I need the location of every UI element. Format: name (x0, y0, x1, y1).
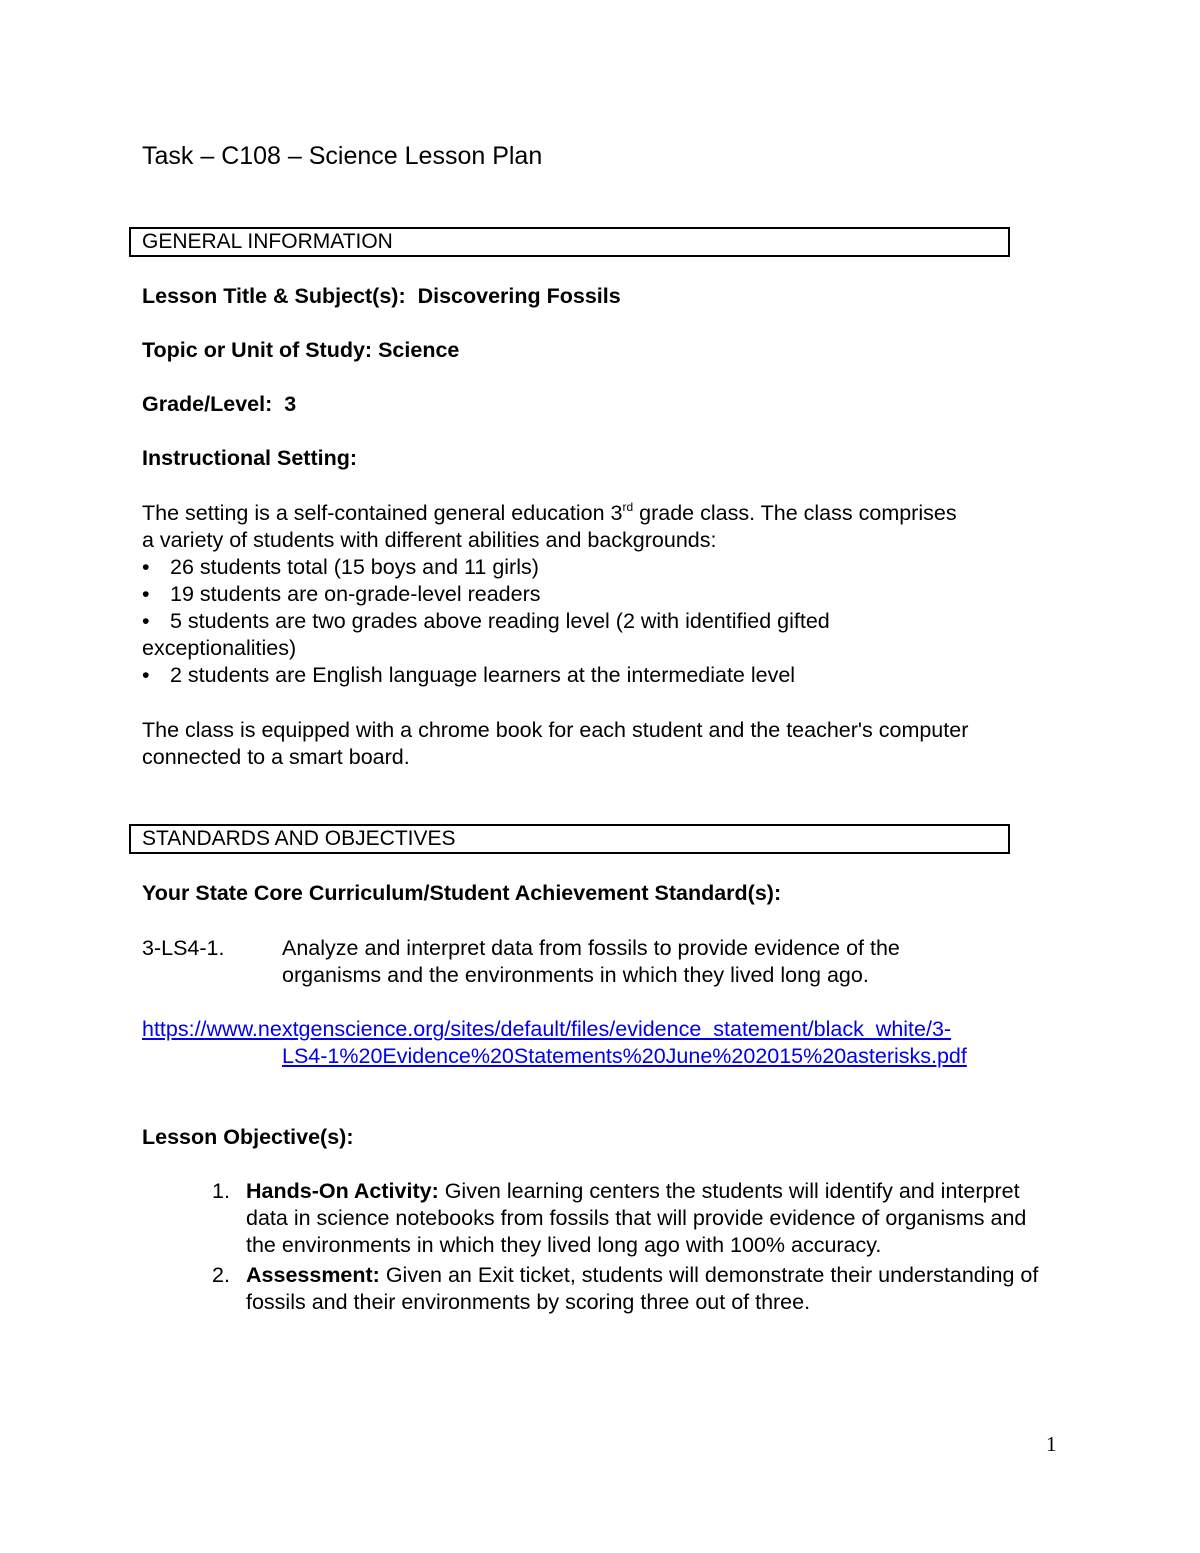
bullet-list (142, 554, 830, 689)
objective-item-1 (212, 1178, 1026, 1259)
lesson-title-row (142, 284, 621, 309)
bullet-text: 5 students are two grades above reading level (2 with identified gifted (170, 609, 830, 633)
list-item (142, 662, 830, 689)
lesson-title-value: Discovering Fossils (417, 284, 621, 308)
objective-line1: Given an Exit ticket, students will demonstrate their understanding of (379, 1263, 1039, 1287)
setting2-line2: connected to a smart board. (142, 745, 410, 769)
list-item (142, 608, 830, 635)
section-heading-standards: STANDARDS AND OBJECTIVES (129, 824, 1010, 854)
topic-value: Science (378, 338, 460, 362)
lesson-title-label: Lesson Title & Subject(s): (142, 284, 406, 308)
topic-label: Topic or Unit of Study: (142, 338, 373, 362)
core-standard-label: Your State Core Curriculum/Student Achievement Standard(s): (142, 881, 782, 905)
setting-text-a: The setting is a self-contained general education 3 (142, 501, 623, 525)
objective-label: Assessment: (246, 1263, 380, 1287)
standard-text (282, 935, 900, 989)
setting-text-b: grade class. The class comprises (633, 501, 957, 525)
list-item-continuation: exceptionalities) (142, 636, 297, 660)
objective-line2: data in science notebooks from fossils that will provide evidence of organisms and (246, 1206, 1027, 1230)
setting-text-line2: a variety of students with different abilities and backgrounds: (142, 528, 717, 552)
page-number: 1 (1046, 1432, 1057, 1456)
grade-label: Grade/Level: (142, 392, 273, 416)
bullet-glyph: • (142, 609, 150, 633)
standard-text-line1: Analyze and interpret data from fossils to provide evidence of the (282, 936, 900, 960)
objective-line3: the environments in which they lived long ago with 100% accuracy. (246, 1233, 882, 1257)
objective-line1: Given learning centers the students will identify and interpret (438, 1179, 1020, 1203)
grade-value: 3 (284, 392, 297, 416)
setting-label: Instructional Setting: (142, 446, 357, 470)
standard-link-line1[interactable]: https://www.nextgenscience.org/sites/default/files/evidence_statement/black_white/3- (142, 1017, 952, 1041)
objective-label: Hands-On Activity: (246, 1179, 439, 1203)
setting2-line1: The class is equipped with a chrome book for each student and the teacher's computer (142, 718, 969, 742)
setting-paragraph-1 (142, 500, 957, 554)
grade-row (142, 392, 296, 417)
topic-row (142, 338, 459, 363)
section-heading-general: GENERAL INFORMATION (129, 227, 1010, 257)
objective-line2: fossils and their environments by scoring three out of three. (246, 1290, 811, 1314)
bullet-text: 2 students are English language learners at the intermediate level (170, 663, 796, 687)
list-item (142, 554, 830, 581)
bullet-glyph: • (142, 663, 150, 687)
bullet-glyph: • (142, 555, 150, 579)
standard-text-line2: organisms and the environments in which they lived long ago. (282, 963, 869, 987)
document-title: Task – C108 – Science Lesson Plan (142, 142, 543, 170)
standard-code: 3-LS4-1. (142, 936, 225, 960)
standard-link-line2[interactable]: LS4-1%20Evidence%20Statements%20June%202015%20asterisks.pdf (282, 1044, 967, 1068)
objectives-label: Lesson Objective(s): (142, 1125, 354, 1149)
bullet-text: 19 students are on-grade-level readers (170, 582, 541, 606)
objective-number: 2. (212, 1263, 230, 1287)
objective-item-2 (212, 1262, 1038, 1316)
setting-paragraph-2 (142, 717, 968, 771)
list-item (142, 581, 830, 608)
bullet-text: 26 students total (15 boys and 11 girls) (170, 555, 539, 579)
objective-number: 1. (212, 1179, 230, 1203)
setting-superscript: rd (622, 500, 634, 514)
bullet-glyph: • (142, 582, 150, 606)
